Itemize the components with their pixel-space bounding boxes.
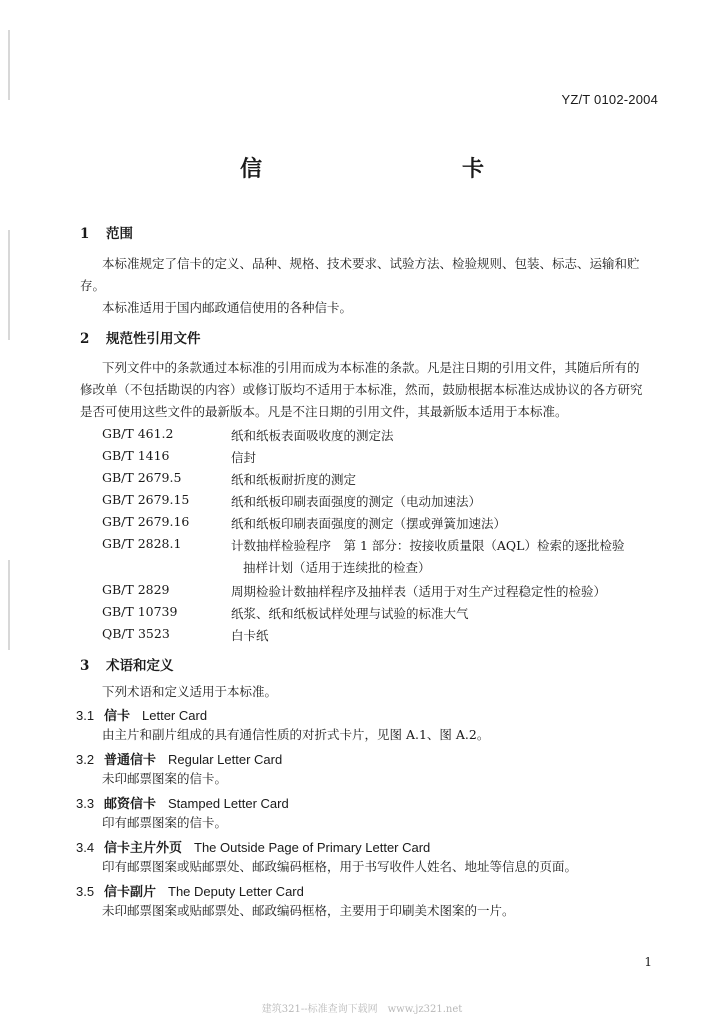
reference-code: GB/T 2679.15	[102, 492, 190, 507]
scan-edge-mark	[8, 560, 10, 650]
section-title: 范围	[106, 226, 133, 242]
term-heading	[76, 749, 282, 768]
term-definition: 未印邮票图案的信卡。	[102, 771, 228, 786]
reference-title: 计数抽样检验程序 第 1 部分：按接收质量限（AQL）检索的逐批检验	[231, 538, 625, 553]
paragraph: 下列文件中的条款通过本标准的引用而成为本标准的条款。凡是注日期的引用文件，其随后所有的	[102, 360, 640, 375]
section-3-heading	[80, 654, 174, 674]
term-en: The Deputy Letter Card	[168, 884, 304, 899]
term-zh: 普通信卡	[104, 753, 157, 768]
section-1-heading	[80, 222, 133, 242]
paragraph: 是否可使用这些文件的最新版本。凡是不注日期的引用文件，其最新版本适用于本标准。	[80, 404, 568, 419]
reference-title: 纸和纸板印刷表面强度的测定（电动加速法）	[231, 494, 482, 509]
term-heading	[76, 705, 207, 724]
section-number: 2	[80, 331, 90, 347]
reference-code: GB/T 2828.1	[102, 536, 182, 551]
reference-title: 周期检验计数抽样程序及抽样表（适用于对生产过程稳定性的检验）	[231, 584, 607, 599]
term-zh: 信卡副片	[104, 885, 157, 900]
term-heading	[76, 793, 289, 812]
reference-title: 白卡纸	[231, 628, 269, 643]
reference-code: GB/T 461.2	[102, 426, 174, 441]
section-2-heading	[80, 327, 201, 347]
term-number: 3.3	[76, 796, 95, 811]
term-zh: 信卡	[104, 709, 131, 724]
paragraph: 修改单（不包括勘误的内容）或修订版均不适用于本标准，然而，鼓励根据本标准达成协议的各方研究	[80, 382, 643, 397]
term-number: 3.4	[76, 840, 95, 855]
scan-edge-mark	[8, 230, 10, 340]
reference-code: GB/T 2829	[102, 582, 170, 597]
term-heading	[76, 837, 430, 856]
page-number: 1	[644, 955, 652, 969]
term-en: Stamped Letter Card	[168, 796, 289, 811]
term-definition: 印有邮票图案或贴邮票处、邮政编码框格，用于书写收件人姓名、地址等信息的页面。	[102, 859, 578, 874]
paragraph: 存。	[80, 278, 106, 293]
reference-code: GB/T 1416	[102, 448, 170, 463]
section-number: 1	[80, 226, 90, 242]
term-en: Regular Letter Card	[168, 752, 283, 767]
reference-code: GB/T 10739	[102, 604, 178, 619]
term-zh: 邮资信卡	[104, 797, 157, 812]
reference-code: QB/T 3523	[102, 626, 170, 641]
reference-title-continued: 抽样计划（适用于连续批的检查）	[243, 560, 431, 575]
standard-code: YZ/T 0102-2004	[561, 92, 658, 107]
reference-title: 纸浆、纸和纸板试样处理与试验的标准大气	[231, 606, 469, 621]
reference-code: GB/T 2679.16	[102, 514, 190, 529]
paragraph: 本标准适用于国内邮政通信使用的各种信卡。	[102, 300, 353, 315]
section-title: 术语和定义	[106, 658, 174, 674]
watermark-footer: 建筑321--标准查询下载网 www.jz321.net	[261, 1004, 463, 1015]
term-number: 3.5	[76, 884, 95, 899]
reference-title: 纸和纸板表面吸收度的测定法	[231, 428, 394, 443]
reference-title: 纸和纸板印刷表面强度的测定（摆或弹簧加速法）	[231, 516, 507, 531]
paragraph: 下列术语和定义适用于本标准。	[102, 684, 278, 699]
term-en: The Outside Page of Primary Letter Card	[194, 840, 431, 855]
document-title: 信 卡	[239, 156, 536, 182]
reference-title: 信封	[231, 450, 257, 465]
reference-title: 纸和纸板耐折度的测定	[231, 472, 357, 487]
section-number: 3	[80, 658, 90, 674]
term-number: 3.2	[76, 752, 95, 767]
term-en: Letter Card	[142, 708, 208, 723]
section-title: 规范性引用文件	[106, 331, 201, 347]
paragraph: 本标准规定了信卡的定义、品种、规格、技术要求、试验方法、检验规则、包装、标志、运输和贮	[102, 256, 640, 271]
term-number: 3.1	[76, 708, 95, 723]
term-definition: 印有邮票图案的信卡。	[102, 815, 228, 830]
term-definition: 未印邮票图案或贴邮票处、邮政编码框格，主要用于印刷美术图案的一片。	[102, 903, 515, 918]
term-zh: 信卡主片外页	[104, 841, 183, 856]
term-definition: 由主片和副片组成的具有通信性质的对折式卡片，见图 A.1、图 A.2。	[102, 727, 490, 742]
scan-edge-mark	[8, 30, 10, 100]
reference-code: GB/T 2679.5	[102, 470, 182, 485]
term-heading	[76, 881, 304, 900]
